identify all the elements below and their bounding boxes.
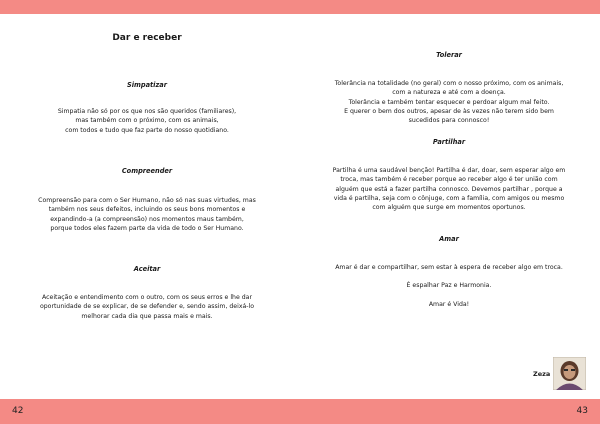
text-line: Tolerância na totalidade (no geral) com o nosso próximo, com os animais, <box>334 80 564 87</box>
section-text-partilhar <box>312 166 586 212</box>
text-line: alguém que está a fazer partilha connosco. Devemos partilhar , porque a <box>335 185 563 193</box>
text-line: troca, mas também é receber porque ao receber algo é ter união com <box>340 176 558 184</box>
text-line: É espalhar Paz e Harmonia. <box>406 282 492 290</box>
page-number-left: 42 <box>12 406 24 416</box>
text-line: Compreensão para com o Ser Humano, não só nas suas virtudes, mas <box>38 197 256 204</box>
section-heading-amar: Amar <box>439 235 459 243</box>
text-line: Amar é Vida! <box>428 300 470 308</box>
section-text-simpatizar <box>20 107 274 135</box>
text-line: Amar é dar e compartilhar, sem estar à espera de receber algo em troca. <box>335 264 563 271</box>
text-spacer <box>312 291 586 300</box>
section-heading-partilhar: Partilhar <box>432 138 466 146</box>
text-line: E querer o bem dos outros, apesar de às vezes não terem sido bem <box>344 107 554 115</box>
article-title: Dar e receber <box>112 33 182 43</box>
text-line: mas também com o próximo, com os animais, <box>75 117 219 125</box>
text-line: melhorar cada dia que passa mais e mais. <box>81 312 213 320</box>
text-line: expandindo-a (a compreensão) nos momentos maus também, <box>50 215 244 223</box>
author-photo <box>553 357 586 390</box>
text-line: Aceitação e entendimento com o outro, com os seus erros e lhe dar <box>41 294 253 301</box>
author-signature: Zeza <box>533 370 551 378</box>
text-line: Tolerância e também tentar esquecer e perdoar algum mal feito. <box>348 98 550 106</box>
section-text-amar <box>312 263 586 309</box>
page-number-right: 43 <box>576 406 588 416</box>
section-heading-aceitar: Aceitar <box>133 265 161 273</box>
top-color-band <box>0 0 600 14</box>
bottom-color-band <box>0 399 600 424</box>
text-line: Partilha é uma saudável benção! Partilha é dar, doar, sem esperar algo em <box>332 167 566 174</box>
section-heading-tolerar: Tolerar <box>436 51 462 59</box>
section-text-aceitar <box>20 293 274 321</box>
text-line: oportunidade de se explicar, de se defender e, sendo assim, deixá-lo <box>39 303 255 311</box>
text-line: também nos seus defeitos, incluindo os seus bons momentos e <box>48 206 246 214</box>
section-text-tolerar <box>312 79 586 125</box>
text-line: porque todos eles fazem parte da vida de todo o Ser Humano. <box>50 224 244 232</box>
section-heading-compreender: Compreender <box>121 167 173 175</box>
text-line: com a natureza e até com a doença. <box>392 89 506 97</box>
text-line: Simpatia não só por os que nos são queridos (familiares), <box>57 108 237 115</box>
section-text-compreender <box>20 196 274 233</box>
text-line: com alguém que surge em momentos oportunos. <box>372 204 526 212</box>
text-line: sucedidos para connosco! <box>408 117 490 125</box>
text-spacer <box>312 272 586 281</box>
text-line: com todos e tudo que faz parte do nosso quotidiano. <box>65 126 229 134</box>
section-heading-simpatizar: Simpatizar <box>126 81 167 89</box>
text-line: vida é partilha, seja com o cônjuge, com a família, com amigos ou mesmo <box>333 194 565 202</box>
